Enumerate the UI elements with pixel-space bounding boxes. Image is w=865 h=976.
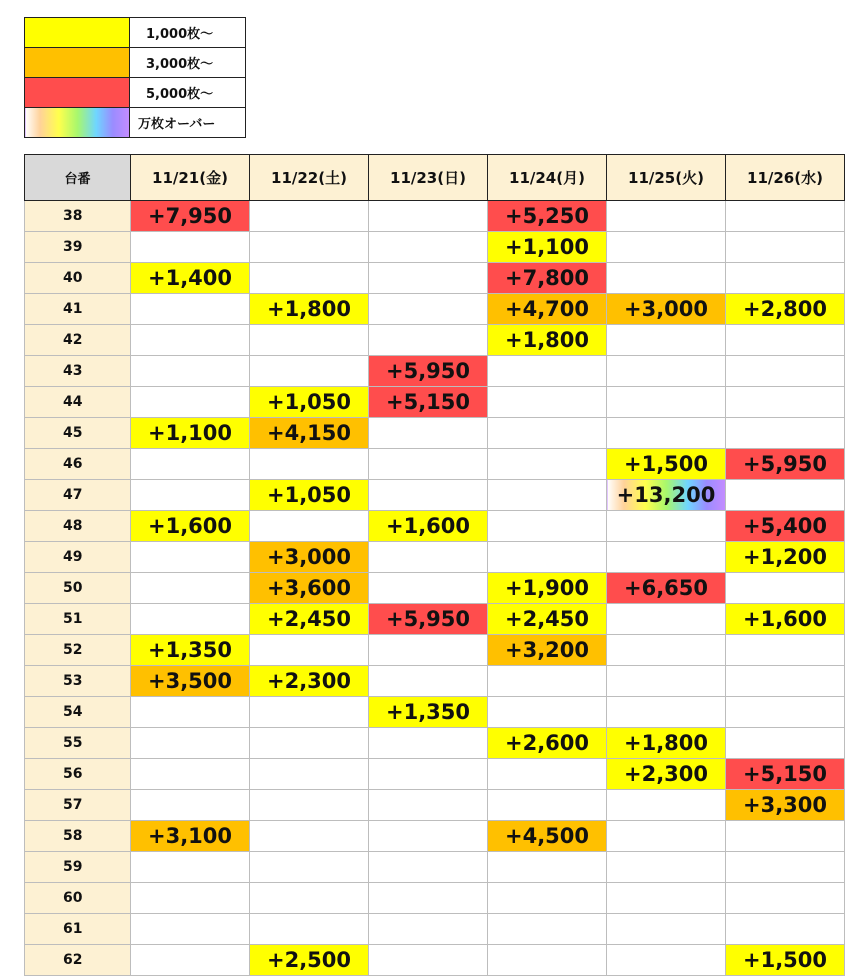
result-cell [250,883,369,914]
result-cell [250,759,369,790]
result-cell: +3,500 [131,666,250,697]
legend-swatch-orange [25,48,130,78]
result-cell [131,294,250,325]
result-cell [607,790,726,821]
result-cell [131,480,250,511]
result-cell [369,852,488,883]
result-cell [131,790,250,821]
legend-label: 1,000枚～ [130,18,246,48]
table-row [25,914,845,945]
machine-number-cell: 50 [25,573,131,604]
result-cell [607,325,726,356]
result-cell: +1,600 [726,604,845,635]
result-cell: +3,000 [250,542,369,573]
date-header: 11/23(日) [369,155,488,201]
result-cell [607,666,726,697]
result-cell [131,387,250,418]
machine-number-cell: 54 [25,697,131,728]
result-cell [369,914,488,945]
table-row [25,728,845,759]
table-row [25,604,845,635]
result-cell: +2,450 [250,604,369,635]
result-cell: +1,600 [131,511,250,542]
result-cell [250,232,369,263]
result-cell [726,263,845,294]
result-cell [369,821,488,852]
result-cell: +5,250 [488,201,607,232]
table-row [25,759,845,790]
result-cell: +6,650 [607,573,726,604]
results-table-body [25,201,845,976]
table-row [25,635,845,666]
result-cell [726,356,845,387]
result-cell: +1,200 [726,542,845,573]
result-cell [607,387,726,418]
result-cell [488,914,607,945]
result-cell [369,666,488,697]
result-cell [369,573,488,604]
result-cell: +1,350 [369,697,488,728]
table-row [25,201,845,232]
result-cell [131,573,250,604]
table-row [25,232,845,263]
result-cell: +3,000 [607,294,726,325]
result-cell: +1,050 [250,387,369,418]
result-cell: +4,150 [250,418,369,449]
result-cell [369,294,488,325]
legend-swatch-yellow [25,18,130,48]
result-cell [488,356,607,387]
table-row [25,697,845,728]
result-cell: +1,100 [131,418,250,449]
machine-number-cell: 40 [25,263,131,294]
result-cell [607,511,726,542]
result-cell [607,852,726,883]
result-cell: +1,400 [131,263,250,294]
machine-number-cell: 46 [25,449,131,480]
result-cell: +2,450 [488,604,607,635]
result-cell [250,852,369,883]
machine-number-cell: 56 [25,759,131,790]
machine-number-cell: 53 [25,666,131,697]
machine-number-cell: 52 [25,635,131,666]
result-cell [369,232,488,263]
result-cell [488,697,607,728]
result-cell [488,480,607,511]
result-cell [250,728,369,759]
result-cell: +2,300 [250,666,369,697]
result-cell [607,418,726,449]
result-cell [607,542,726,573]
result-cell: +5,950 [369,604,488,635]
result-cell: +5,150 [369,387,488,418]
result-cell [250,449,369,480]
result-cell: +5,400 [726,511,845,542]
result-cell: +13,200 [607,480,726,511]
result-cell [726,821,845,852]
table-row [25,294,845,325]
legend-body [25,18,246,138]
legend-swatch-red [25,78,130,108]
result-cell [369,263,488,294]
result-cell [131,759,250,790]
result-cell [131,542,250,573]
result-cell [726,573,845,604]
result-cell [488,945,607,976]
result-cell [607,604,726,635]
result-cell [250,697,369,728]
result-cell [131,914,250,945]
result-cell: +1,050 [250,480,369,511]
result-cell [488,387,607,418]
result-cell [250,635,369,666]
result-cell [250,325,369,356]
table-row [25,387,845,418]
result-cell [131,232,250,263]
color-legend [24,17,246,138]
result-cell: +4,700 [488,294,607,325]
table-row [25,263,845,294]
result-cell [607,356,726,387]
machine-number-cell: 38 [25,201,131,232]
machine-number-cell: 41 [25,294,131,325]
machine-number-cell: 59 [25,852,131,883]
table-row [25,883,845,914]
result-cell [726,635,845,666]
result-cell [488,418,607,449]
result-cell [607,697,726,728]
result-cell: +1,600 [369,511,488,542]
result-cell [131,604,250,635]
machine-number-cell: 58 [25,821,131,852]
table-row [25,449,845,480]
result-cell [369,883,488,914]
result-cell [250,914,369,945]
result-cell [488,511,607,542]
table-row [25,325,845,356]
result-cell [131,325,250,356]
result-cell [131,883,250,914]
result-cell: +2,800 [726,294,845,325]
result-cell [369,542,488,573]
result-cell [607,883,726,914]
result-cell [369,635,488,666]
result-cell [607,263,726,294]
result-cell [369,449,488,480]
result-cell: +1,900 [488,573,607,604]
result-cell [607,635,726,666]
table-row [25,790,845,821]
result-cell [488,666,607,697]
machine-number-cell: 51 [25,604,131,635]
result-cell [488,759,607,790]
date-header: 11/22(土) [250,155,369,201]
result-cell [250,790,369,821]
result-cell [131,449,250,480]
result-cell [488,883,607,914]
result-cell [726,418,845,449]
result-cell: +1,500 [726,945,845,976]
table-row [25,945,845,976]
machine-number-cell: 61 [25,914,131,945]
result-cell [488,852,607,883]
result-cell [488,790,607,821]
result-cell [607,232,726,263]
date-header: 11/21(金) [131,155,250,201]
result-cell: +1,100 [488,232,607,263]
result-cell [369,759,488,790]
result-cell: +5,150 [726,759,845,790]
legend-row [25,48,246,78]
result-cell [726,325,845,356]
legend-row [25,18,246,48]
legend-label: 3,000枚～ [130,48,246,78]
machine-number-cell: 57 [25,790,131,821]
table-row [25,821,845,852]
machine-number-cell: 43 [25,356,131,387]
table-row [25,666,845,697]
result-cell: +1,800 [488,325,607,356]
result-cell [726,914,845,945]
machine-number-cell: 39 [25,232,131,263]
result-cell [131,356,250,387]
machine-number-cell: 47 [25,480,131,511]
result-cell: +7,950 [131,201,250,232]
legend-label: 万枚オーバー [130,108,246,138]
result-cell: +7,800 [488,263,607,294]
table-row [25,511,845,542]
result-cell [369,945,488,976]
result-cell [369,480,488,511]
result-cell [369,418,488,449]
header-row [25,155,845,201]
result-cell [726,232,845,263]
table-row [25,852,845,883]
date-header: 11/26(水) [726,155,845,201]
machine-number-cell: 62 [25,945,131,976]
machine-number-header: 台番 [25,155,131,201]
legend-row [25,108,246,138]
result-cell [250,821,369,852]
result-cell [726,387,845,418]
results-table-header [25,155,845,201]
result-cell [369,201,488,232]
result-cell: +3,600 [250,573,369,604]
machine-number-cell: 42 [25,325,131,356]
result-cell [488,542,607,573]
result-cell: +1,350 [131,635,250,666]
result-cell [726,883,845,914]
result-cell: +2,500 [250,945,369,976]
legend-label: 5,000枚～ [130,78,246,108]
result-cell: +2,300 [607,759,726,790]
result-cell [250,201,369,232]
result-cell: +4,500 [488,821,607,852]
table-row [25,542,845,573]
result-cell [607,914,726,945]
date-header: 11/24(月) [488,155,607,201]
result-cell: +3,100 [131,821,250,852]
result-cell [250,356,369,387]
result-cell [726,697,845,728]
result-cell [250,511,369,542]
result-cell: +2,600 [488,728,607,759]
result-cell: +5,950 [369,356,488,387]
result-cell [726,728,845,759]
table-row [25,356,845,387]
result-cell: +3,300 [726,790,845,821]
result-cell [607,201,726,232]
result-cell [131,697,250,728]
result-cell: +3,200 [488,635,607,666]
result-cell [131,728,250,759]
result-cell [131,945,250,976]
result-cell: +1,500 [607,449,726,480]
legend-swatch-rainbow [25,108,130,138]
result-cell [607,945,726,976]
result-cell [488,449,607,480]
result-cell [369,790,488,821]
table-row [25,573,845,604]
date-header: 11/25(火) [607,155,726,201]
result-cell [726,480,845,511]
legend-row [25,78,246,108]
machine-number-cell: 49 [25,542,131,573]
result-cell [726,666,845,697]
result-cell [726,852,845,883]
machine-number-cell: 60 [25,883,131,914]
result-cell [131,852,250,883]
result-cell [369,728,488,759]
table-row [25,480,845,511]
machine-number-cell: 44 [25,387,131,418]
result-cell [607,821,726,852]
result-cell [369,325,488,356]
results-table [24,154,845,976]
result-cell: +1,800 [607,728,726,759]
table-row [25,418,845,449]
result-cell: +1,800 [250,294,369,325]
result-cell: +5,950 [726,449,845,480]
machine-number-cell: 48 [25,511,131,542]
result-cell [726,201,845,232]
machine-number-cell: 45 [25,418,131,449]
result-cell [250,263,369,294]
machine-number-cell: 55 [25,728,131,759]
